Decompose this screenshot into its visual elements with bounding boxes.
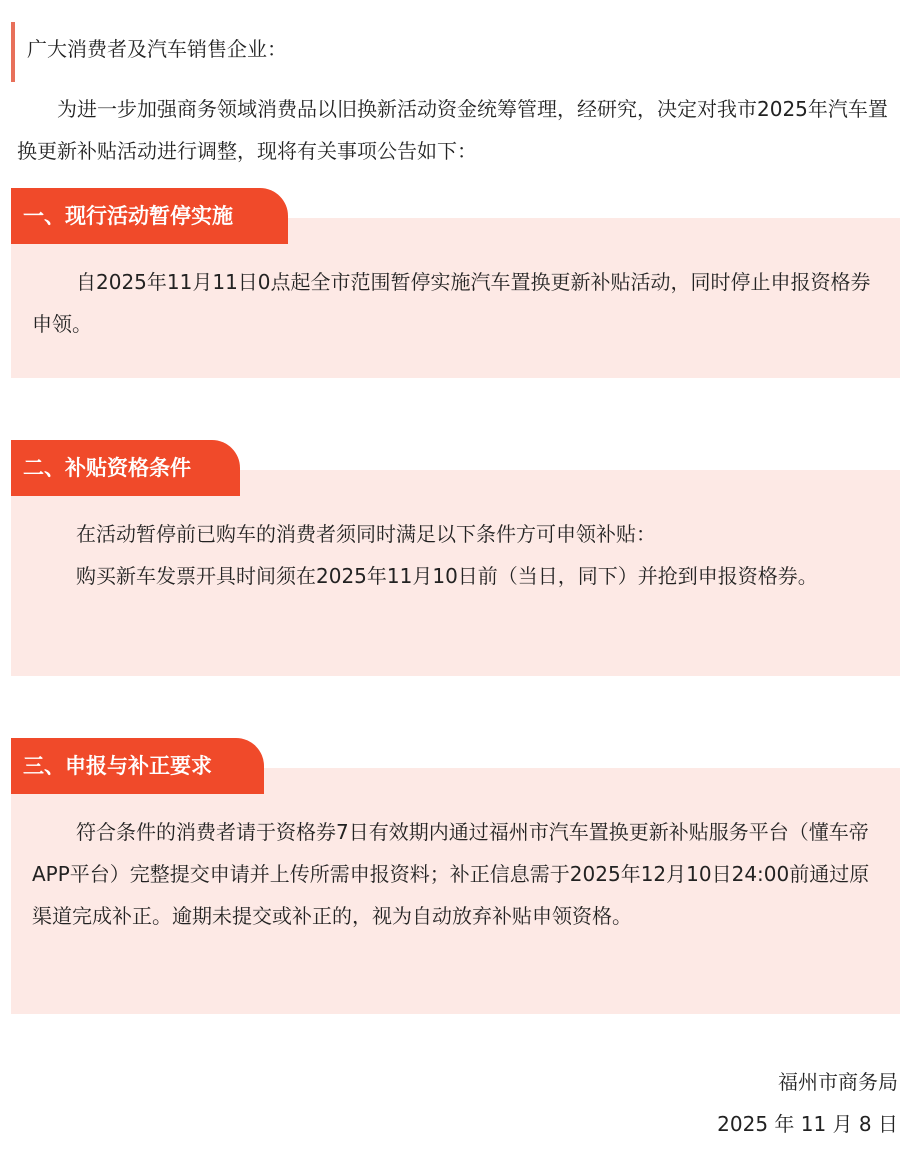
greeting: 广大消费者及汽车销售企业： — [27, 37, 287, 61]
section-body-eligibility — [32, 513, 872, 597]
section-title-suspension: 一、现行活动暂停实施 — [11, 188, 288, 244]
section-title-application: 三、申报与补正要求 — [11, 738, 264, 794]
section-body-suspension — [32, 261, 872, 345]
section-body-application — [32, 811, 872, 937]
intro-text: 为进一步加强商务领域消费品以旧换新活动资金统筹管理，经研究，决定对我市2025年汽车置换更新补贴活动进行调整，现将有关事项公告如下： — [17, 97, 888, 163]
paragraph: 在活动暂停前已购车的消费者须同时满足以下条件方可申领补贴： — [76, 522, 656, 546]
signature-organization: 福州市商务局 — [778, 1070, 898, 1094]
paragraph: 购买新车发票开具时间须在2025年11月10日前（当日，同下）并抢到申报资格券。 — [76, 564, 818, 588]
paragraph: 符合条件的消费者请于资格券7日有效期内通过福州市汽车置换更新补贴服务平台（懂车帝APP平台）完整提交申请并上传所需申报资料；补正信息需于2025年12月10日24:00前通过原渠道完成补正。逾期未提交或补正的，视为自动放弃补贴申领资格。 — [32, 820, 870, 928]
signature-date: 2025 年 11 月 8 日 — [717, 1112, 898, 1136]
paragraph: 自2025年11月11日0点起全市范围暂停实施汽车置换更新补贴活动，同时停止申报资格券申领。 — [32, 270, 871, 336]
intro-paragraph — [17, 88, 897, 172]
greeting-accent-bar — [11, 22, 15, 82]
section-title-eligibility: 二、补贴资格条件 — [11, 440, 240, 496]
